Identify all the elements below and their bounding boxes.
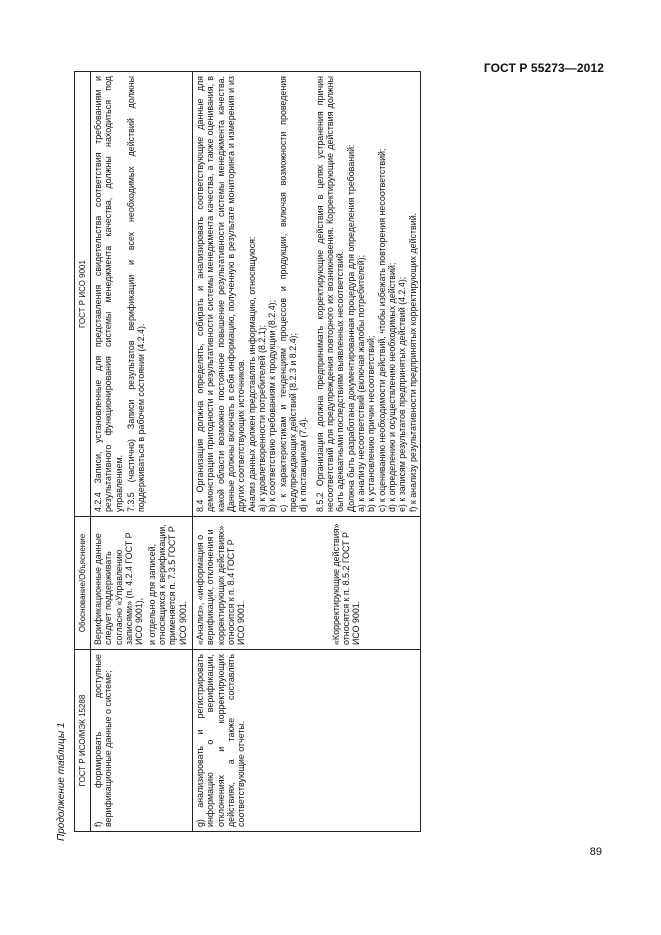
page-number: 89: [589, 846, 602, 858]
clause-text: 7.3.5 (частично) Записи результатов верификации и всех необходимых действий должны поддерживаться в рабочем состоянии (4.2.4).: [125, 76, 147, 512]
requirement-text: f) формировать доступные верификационные данные о системе;: [93, 654, 114, 827]
clause-text: Должна быть разработана документированная процедура для определения требований:: [345, 144, 356, 512]
clause-text: 8.5.2 Организация должна предпринимать корректирующие действия в целях устранения причин несоответствий для предупреждения повторного их возникновения. Корректирующие действия должны быть адекватными последствиям выявленных несоответствий.: [314, 76, 346, 512]
cell-requirement: [192, 650, 420, 832]
list-item: a) к удовлетворенности потребителей (8.2.1);: [256, 324, 267, 512]
list-item: b) к установлению причин несоответствий;: [366, 335, 377, 512]
list-item: d) к определению и осуществлению необходимых действий;: [386, 262, 397, 512]
table-header-row: [75, 72, 91, 832]
column-header-9001: ГОСТ Р ИСО 9001: [75, 72, 91, 517]
cell-requirement: [91, 650, 193, 832]
table-row: [91, 72, 193, 832]
rationale-text: «Корректирующие действия» относятся к п. 8.5.2 ГОСТ Р ИСО 9001.: [330, 523, 362, 645]
document-code: ГОСТ Р 55273—2012: [483, 61, 604, 75]
comparison-table: [74, 71, 421, 832]
cell-rationale: [192, 517, 420, 650]
clause-text: 4.2.4 Записи, установленные для представления свидетельства соответствия требованиям и результативного функционирования системы менеджмента качества, должны находиться под управлением.: [93, 76, 124, 512]
cell-iso9001: [192, 72, 420, 517]
clause-text: 8.4 Организация должна определять, собирать и анализировать соответствующие данные для демонстрации пригодности и результативности системы менеджмента качества, а также оценивания, в какой области возможно постоянное повышение результативности системы менеджмента качества. Данные должны включать в себя информацию, полученную в результате мониторинга и измерения и из других соответствующих источников.: [194, 76, 247, 512]
cell-iso9001: [91, 72, 193, 517]
rationale-text: «Анализ», «информация о верификации, отклонения и корректирующих действиях» относится к п. 8.4 ГОСТ Р ИСО 9001.: [194, 525, 247, 645]
list-item: c) к оцениванию необходимости действий, чтобы избежать повторения несоответствий;: [376, 148, 387, 512]
column-header-rationale: Обоснование/Объяснение: [75, 517, 91, 650]
list-item: c) к характеристикам и тенденциям процессов и продукции, включая возможности проведения предупреждающих действий (8.2.3 и 8.2.4);: [277, 76, 298, 512]
rationale-text: Верификационные данные следует поддерживать согласно «Управлению записями» (п. 4.2.4 ГОСТ Р ИСО 9001),: [93, 532, 145, 645]
list-item: e) к записям результатов предпринятых действий (4.2.4);: [397, 276, 408, 512]
table-row: [192, 72, 420, 832]
rotated-table-wrapper: [74, 76, 567, 832]
list-item: d) к поставщикам (7.4).: [298, 416, 309, 512]
table-caption: Продолжение таблицы 1: [56, 722, 67, 841]
list-item: a) к анализу несоответствий (включая жалобы потребителей);: [355, 254, 366, 512]
list-item: b) к соответствию требованиям к продукции (8.2.4);: [267, 299, 278, 512]
list-item: f) к анализу результативности предпринятых корректирующих действий.: [407, 212, 418, 512]
rationale-text: и отдельно для записей, относящихся к верификации, применяется п. 7.3.5 ГОСТ Р ИСО 9001.: [146, 524, 188, 645]
cell-rationale: [91, 517, 193, 650]
clause-text: Анализ данных должен представлять информацию, относящуюся:: [246, 236, 257, 512]
column-header-15288: ГОСТ Р ИСО/МЭК 15288: [75, 650, 91, 832]
requirement-text: g) анализировать и регистрировать информацию о верификации, отклонениях и корректирующих действиях, а также составлять соответствующие отчеты.: [194, 654, 247, 827]
